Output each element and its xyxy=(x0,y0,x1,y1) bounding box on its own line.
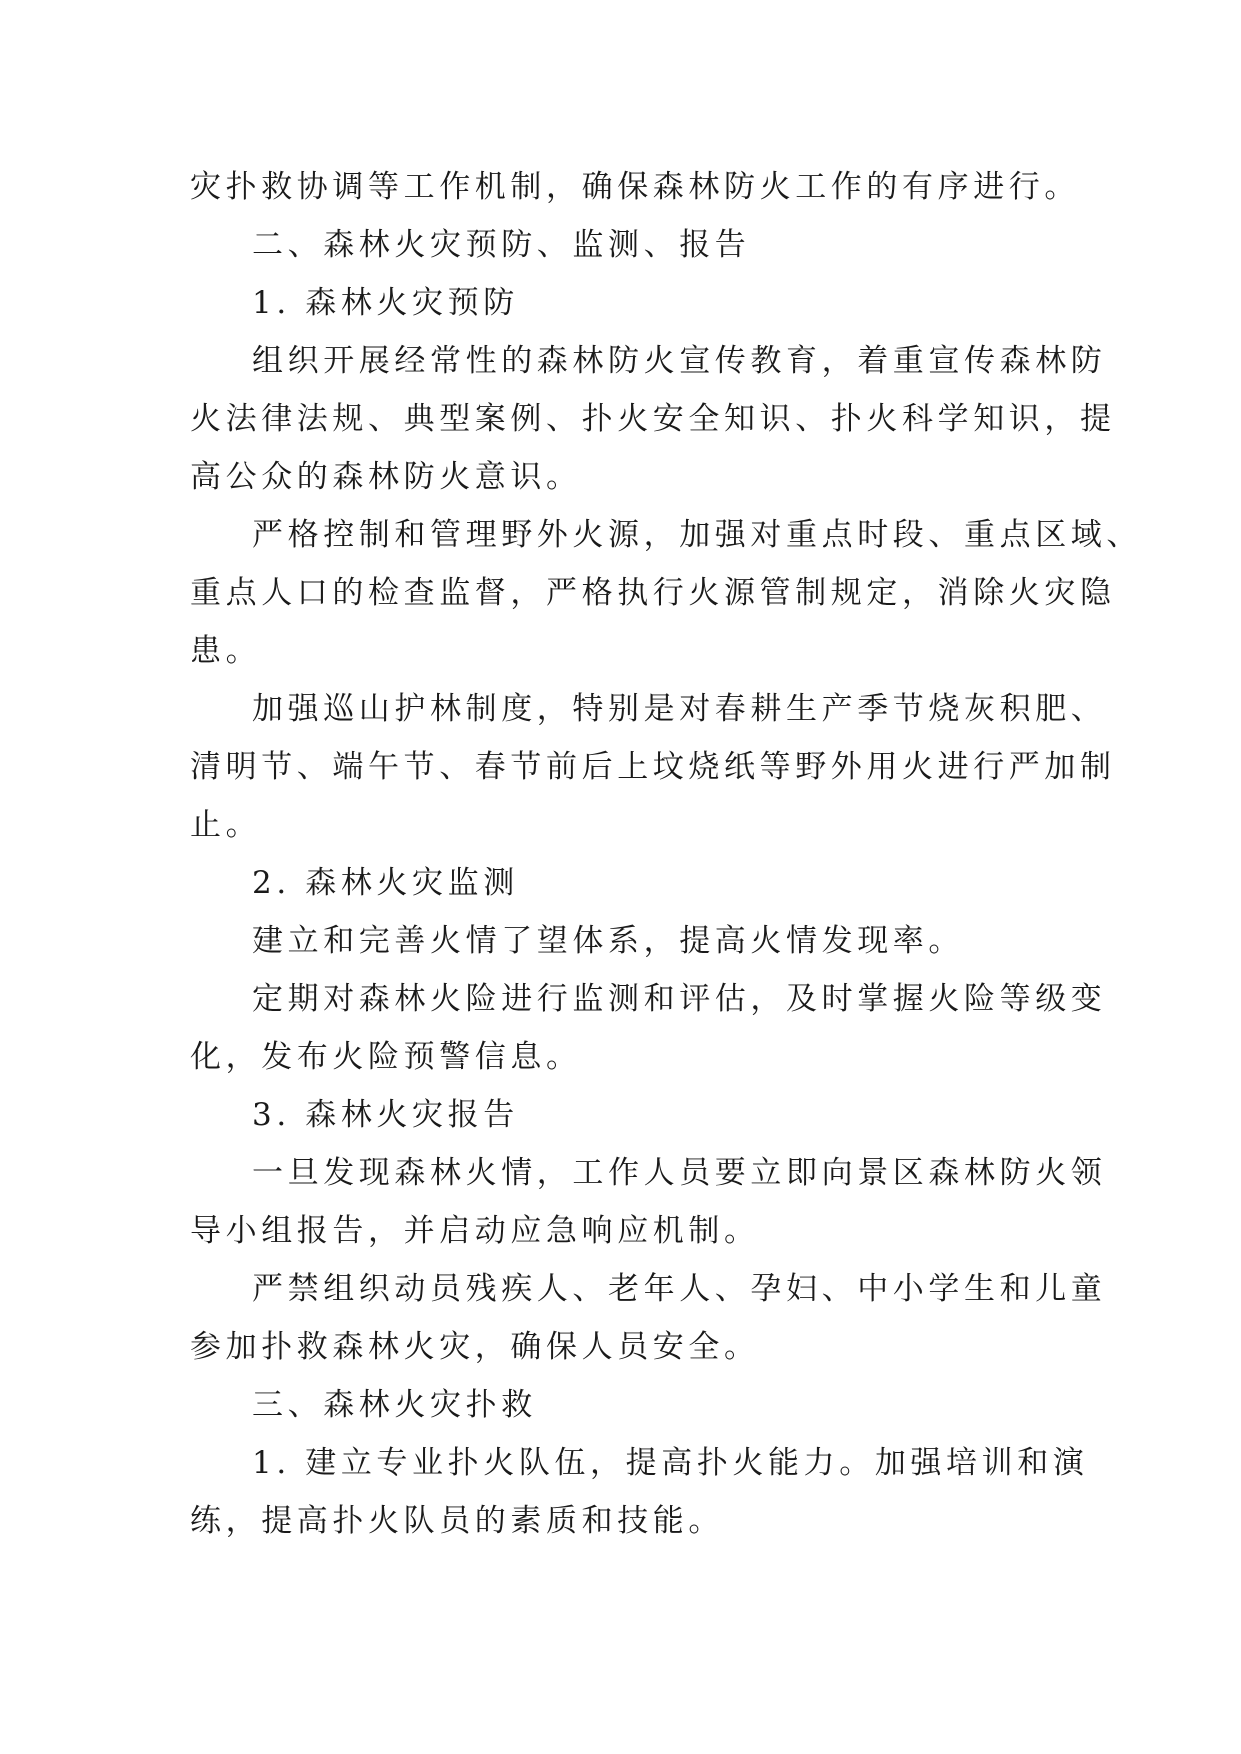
text-line: 定期对森林火险进行监测和评估，及时掌握火险等级变 xyxy=(252,981,1107,1017)
text-line: 1. 建立专业扑火队伍，提高扑火能力。加强培训和演 xyxy=(252,1445,1089,1481)
text-line: 火法律法规、典型案例、扑火安全知识、扑火科学知识，提 xyxy=(190,401,1116,437)
text-line: 参加扑救森林火灾，确保人员安全。 xyxy=(190,1329,760,1365)
text-line: 清明节、端午节、春节前后上坟烧纸等野外用火进行严加制 xyxy=(190,749,1116,785)
text-line: 高公众的森林防火意识。 xyxy=(190,459,582,495)
subsection-heading: 1. 森林火灾预防 xyxy=(252,285,519,321)
subsection-heading: 2. 森林火灾监测 xyxy=(252,865,519,901)
section-heading: 三、森林火灾扑救 xyxy=(252,1387,537,1423)
text-line: 止。 xyxy=(190,807,262,843)
section-heading: 二、森林火灾预防、监测、报告 xyxy=(252,227,751,263)
text-line: 加强巡山护林制度，特别是对春耕生产季节烧灰积肥、 xyxy=(252,691,1107,727)
document-body xyxy=(190,158,1142,1550)
text-line: 组织开展经常性的森林防火宣传教育，着重宣传森林防 xyxy=(252,343,1107,379)
text-line: 灾扑救协调等工作机制，确保森林防火工作的有序进行。 xyxy=(190,169,1080,205)
text-line: 重点人口的检查监督，严格执行火源管制规定，消除火灾隐 xyxy=(190,575,1116,611)
text-line: 导小组报告，并启动应急响应机制。 xyxy=(190,1213,760,1249)
text-line: 化，发布火险预警信息。 xyxy=(190,1039,582,1075)
text-line: 严禁组织动员残疾人、老年人、孕妇、中小学生和儿童 xyxy=(252,1271,1107,1307)
text-line: 一旦发现森林火情，工作人员要立即向景区森林防火领 xyxy=(252,1155,1107,1191)
text-line: 练，提高扑火队员的素质和技能。 xyxy=(190,1503,724,1539)
text-line: 严格控制和管理野外火源，加强对重点时段、重点区域、 xyxy=(252,517,1142,553)
subsection-heading: 3. 森林火灾报告 xyxy=(252,1097,519,1133)
text-line: 建立和完善火情了望体系，提高火情发现率。 xyxy=(252,923,964,959)
text-line: 患。 xyxy=(190,633,262,669)
